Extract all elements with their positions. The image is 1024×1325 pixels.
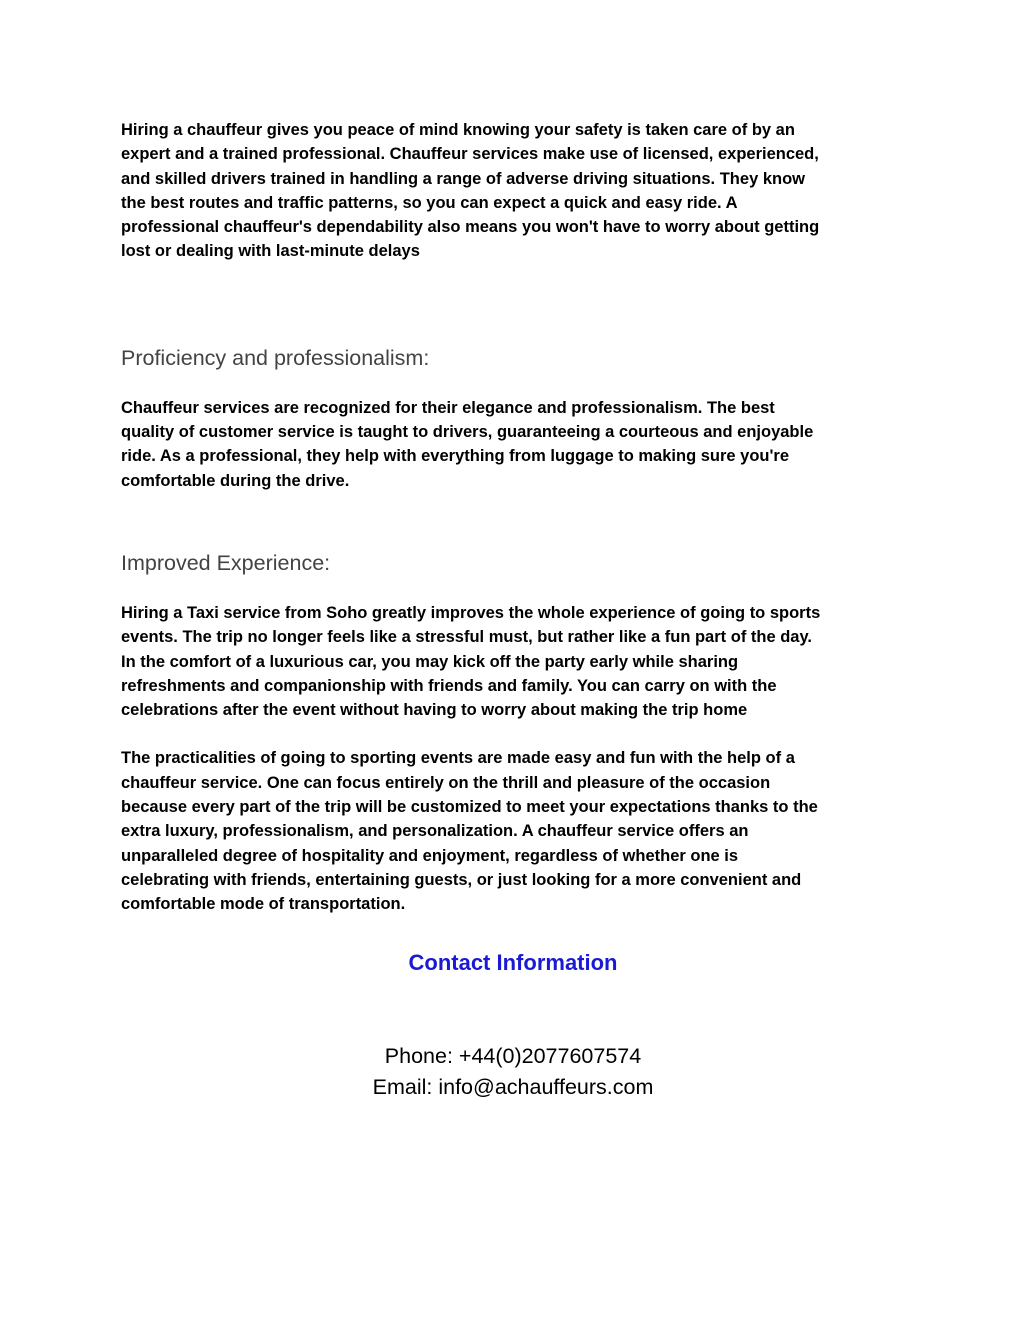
section-heading-proficiency: Proficiency and professionalism:: [121, 345, 430, 370]
experience-paragraph: Hiring a Taxi service from Soho greatly improves the whole experience of going to sports events. The trip no longer feels like a stressful must, but rather like a fun part of the day. In the comfort of a luxurious car, you may kick off the party early while sharing refreshments and companionship with friends and family. You can carry on with the celebrations after the event without having to worry about making the trip home: [121, 603, 821, 720]
intro-paragraph: Hiring a chauffeur gives you peace of mind knowing your safety is taken care of by an expert and a trained professional. Chauffeur services make use of licensed, experienced, and skilled drivers trained in handling a range of adverse driving situations. They know the best routes and traffic patterns, so you can expect a quick and easy ride. A professional chauffeur's dependability also means you won't have to worry about getting lost or dealing with last-minute delays: [121, 121, 820, 261]
contact-title: Contact Information: [408, 949, 618, 975]
section-heading-experience: Improved Experience:: [121, 550, 331, 575]
document-page: [121, 118, 905, 1103]
proficiency-paragraph: Chauffeur services are recognized for their elegance and professionalism. The best quality of customer service is taught to drivers, guaranteeing a courteous and enjoyable ride. As a professional, they help with everything from luggage to making sure you're comfortable during the drive.: [121, 398, 814, 490]
contact-email: Email: info@achauffeurs.com: [372, 1074, 654, 1099]
practicalities-paragraph: The practicalities of going to sporting events are made easy and fun with the help of a chauffeur service. One can focus entirely on the thrill and pleasure of the occasion because every part of the trip will be customized to meet your expectations thanks to the extra luxury, professionalism, and personalization. A chauffeur service offers an unparalleled degree of hospitality and enjoyment, regardless of whether one is celebrating with friends, entertaining guests, or just looking for a more convenient and comfortable mode of transportation.: [121, 749, 818, 914]
contact-phone: Phone: +44(0)2077607574: [384, 1043, 642, 1068]
